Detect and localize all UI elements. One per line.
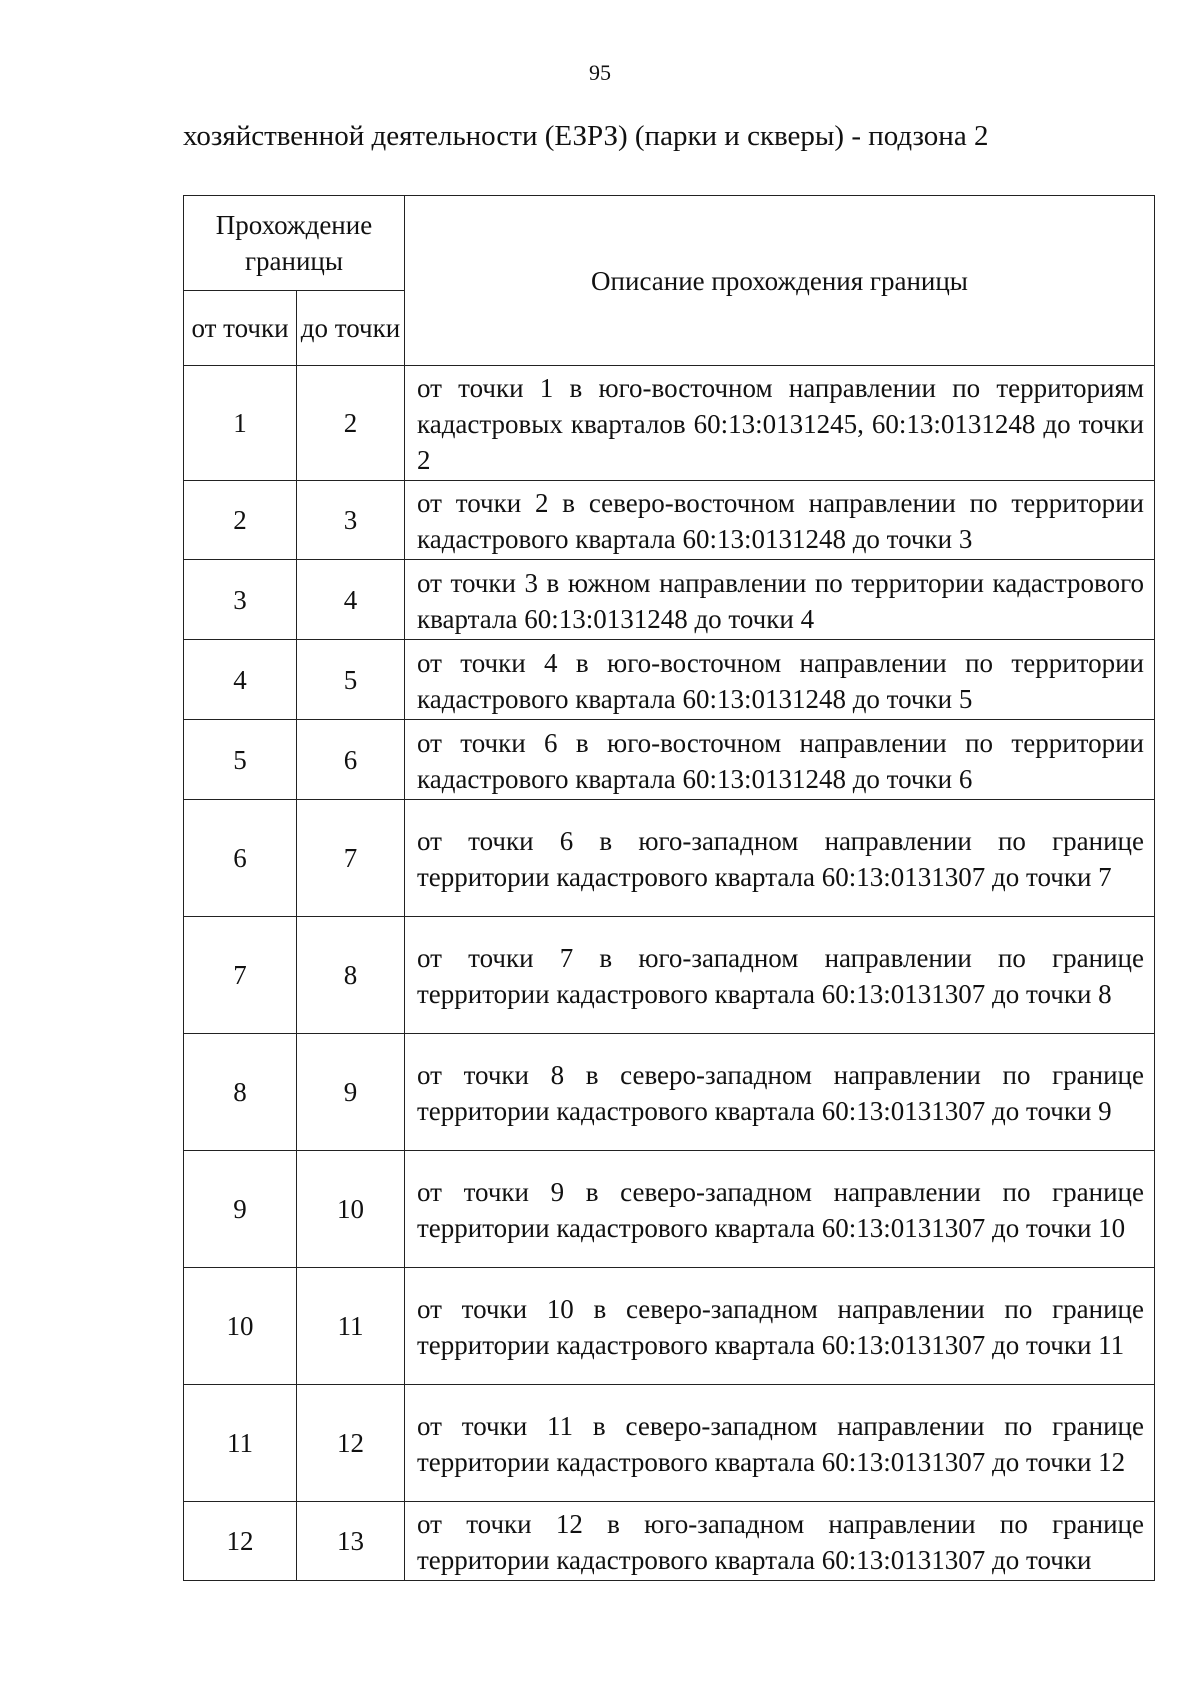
cell-to-point: 10	[297, 1151, 405, 1268]
page-number: 95	[589, 60, 611, 85]
cell-from-point: 5	[184, 720, 297, 800]
cell-to-point: 4	[297, 560, 405, 640]
cell-description: от точки 6 в юго-западном направлении по границе территории кадастрового квартала 60:13:0131307 до точки 7	[405, 800, 1155, 917]
cell-from-point: 9	[184, 1151, 297, 1268]
table-row	[184, 720, 1155, 800]
cell-to-point: 7	[297, 800, 405, 917]
table-row	[184, 640, 1155, 720]
cell-description: от точки 9 в северо-западном направлении по границе территории кадастрового квартала 60:13:0131307 до точки 10	[405, 1151, 1155, 1268]
cell-to-point: 13	[297, 1502, 405, 1581]
page-heading: хозяйственной деятельности (ЕЗРЗ) (парки и скверы) - подзона 2	[183, 120, 989, 152]
cell-to-point: 9	[297, 1034, 405, 1151]
header-description: Описание прохождения границы	[405, 196, 1155, 366]
cell-to-point: 6	[297, 720, 405, 800]
boundary-table	[183, 195, 1155, 1581]
table-row	[184, 917, 1155, 1034]
cell-from-point: 6	[184, 800, 297, 917]
cell-description: от точки 8 в северо-западном направлении по границе территории кадастрового квартала 60:13:0131307 до точки 9	[405, 1034, 1155, 1151]
cell-to-point: 2	[297, 366, 405, 481]
header-to-point: до точки	[297, 291, 405, 366]
cell-from-point: 8	[184, 1034, 297, 1151]
cell-from-point: 11	[184, 1385, 297, 1502]
table-row	[184, 481, 1155, 560]
header-from-point: от точки	[184, 291, 297, 366]
table-row	[184, 560, 1155, 640]
table-body	[184, 366, 1155, 1581]
table-row	[184, 1151, 1155, 1268]
cell-to-point: 12	[297, 1385, 405, 1502]
header-boundary-passage: Прохождение границы	[184, 196, 405, 291]
cell-description: от точки 3 в южном направлении по территории кадастрового квартала 60:13:0131248 до точки 4	[405, 560, 1155, 640]
cell-description: от точки 2 в северо-восточном направлении по территории кадастрового квартала 60:13:0131248 до точки 3	[405, 481, 1155, 560]
table-row	[184, 1034, 1155, 1151]
cell-to-point: 3	[297, 481, 405, 560]
cell-description: от точки 10 в северо-западном направлении по границе территории кадастрового квартала 60:13:0131307 до точки 11	[405, 1268, 1155, 1385]
cell-from-point: 7	[184, 917, 297, 1034]
cell-description: от точки 6 в юго-восточном направлении по территории кадастрового квартала 60:13:0131248 до точки 6	[405, 720, 1155, 800]
cell-from-point: 2	[184, 481, 297, 560]
table-row	[184, 800, 1155, 917]
cell-to-point: 5	[297, 640, 405, 720]
cell-from-point: 3	[184, 560, 297, 640]
cell-from-point: 4	[184, 640, 297, 720]
cell-from-point: 12	[184, 1502, 297, 1581]
cell-description: от точки 1 в юго-восточном направлении по территориям кадастровых кварталов 60:13:0131245, 60:13:0131248 до точки 2	[405, 366, 1155, 481]
cell-description: от точки 12 в юго-западном направлении по границе территории кадастрового квартала 60:13:0131307 до точки	[405, 1502, 1155, 1581]
cell-from-point: 10	[184, 1268, 297, 1385]
cell-description: от точки 11 в северо-западном направлении по границе территории кадастрового квартала 60:13:0131307 до точки 12	[405, 1385, 1155, 1502]
cell-to-point: 8	[297, 917, 405, 1034]
table-row	[184, 1502, 1155, 1581]
table-row	[184, 1268, 1155, 1385]
cell-from-point: 1	[184, 366, 297, 481]
cell-to-point: 11	[297, 1268, 405, 1385]
cell-description: от точки 4 в юго-восточном направлении по территории кадастрового квартала 60:13:0131248 до точки 5	[405, 640, 1155, 720]
table-row	[184, 366, 1155, 481]
cell-description: от точки 7 в юго-западном направлении по границе территории кадастрового квартала 60:13:0131307 до точки 8	[405, 917, 1155, 1034]
table-row	[184, 1385, 1155, 1502]
